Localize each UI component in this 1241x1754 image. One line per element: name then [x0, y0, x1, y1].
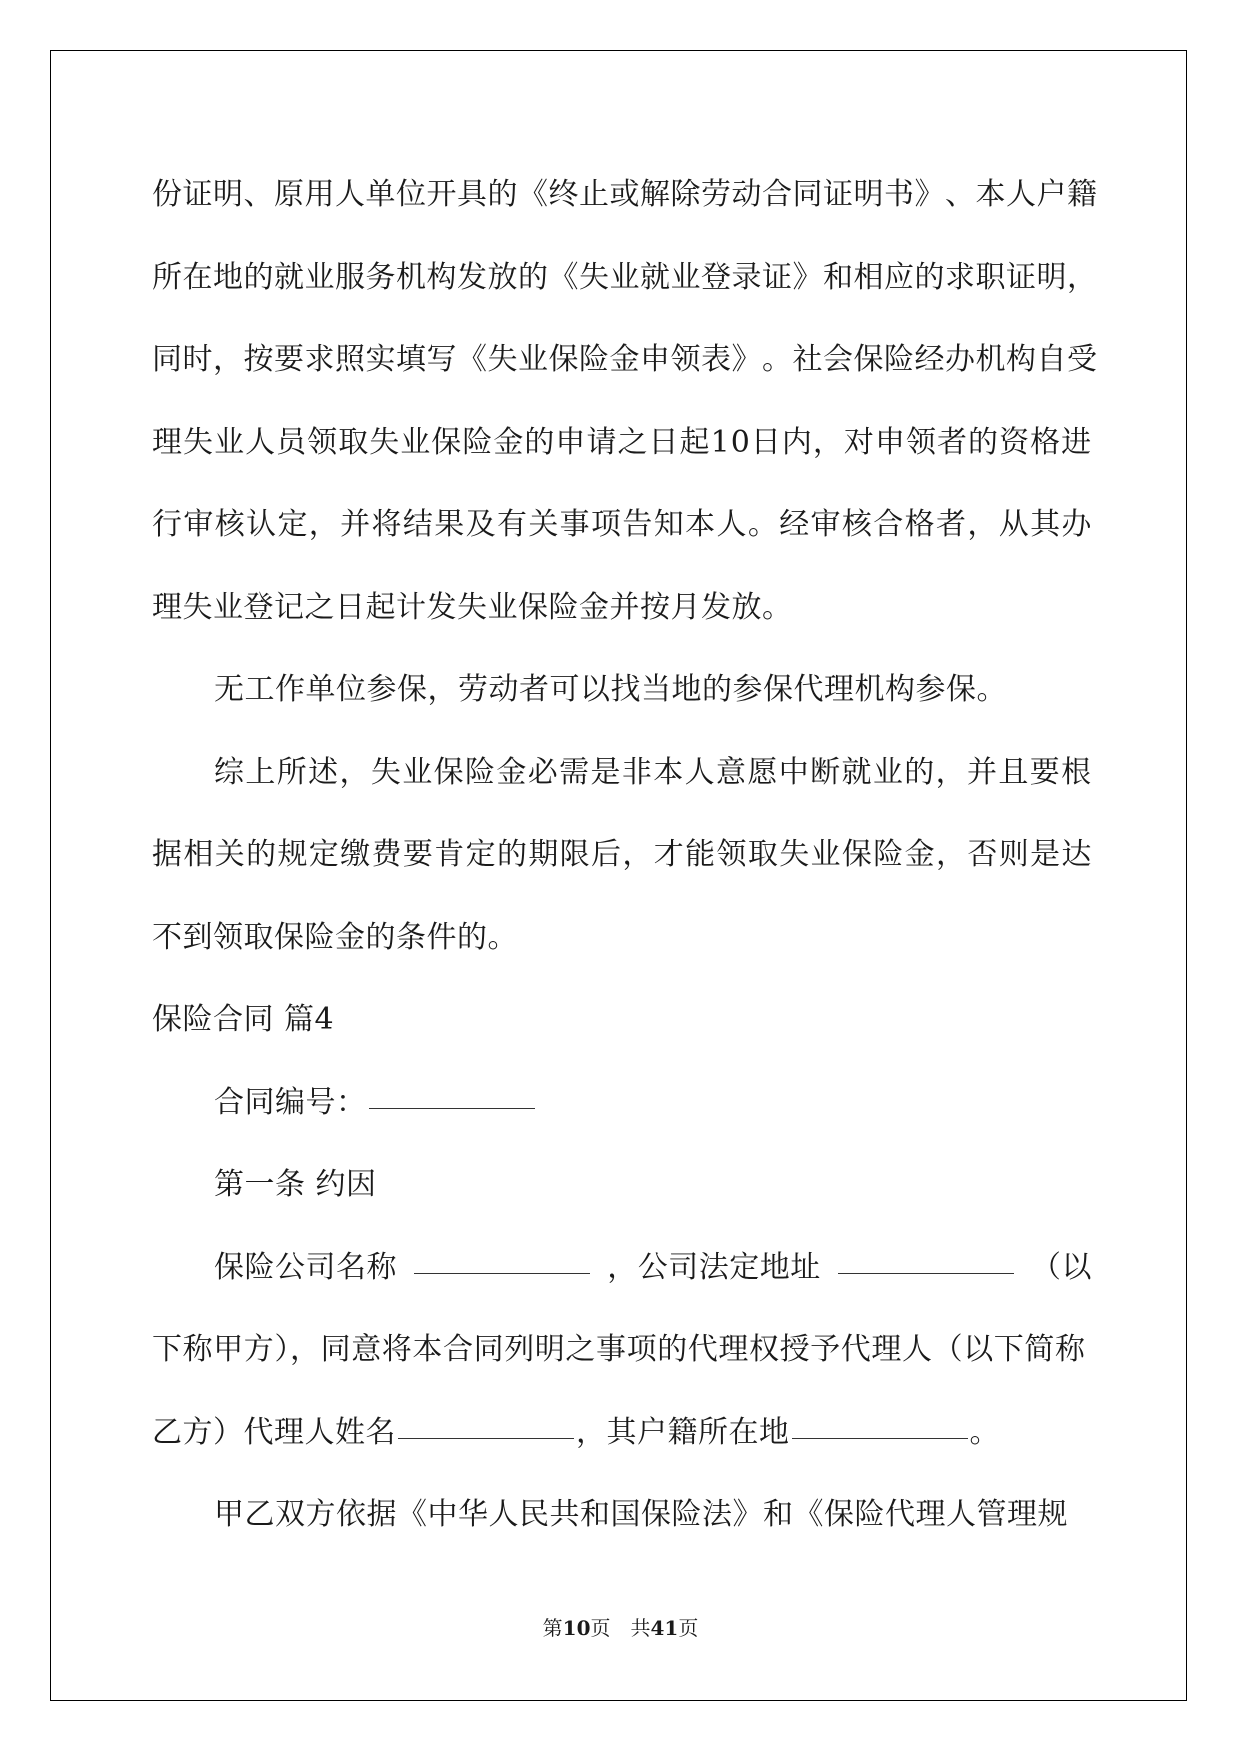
contract-number-label: 合同编号：	[214, 1084, 367, 1120]
text-line: 所 在 地 的 就 业 服 务 机 构 发 放 的 《 失 业 就 业 登 录 证 》 和 相 应 的 求 职 证 明 ，	[152, 259, 1098, 295]
total-page-number: 41	[650, 1616, 679, 1640]
contract-number-blank	[369, 1072, 535, 1109]
agent-line: 乙方）代理人姓名 ，其户籍所在地 。	[152, 1402, 1092, 1485]
agent-name-blank	[398, 1402, 574, 1439]
current-page-number: 10	[562, 1616, 591, 1640]
paragraph-line: 甲乙双方依据《中华人民共和国保险法》和《保险代理人管理规	[214, 1497, 1068, 1532]
contract-number-line	[152, 1072, 1092, 1155]
text-line: 综 上 所 述 ， 失 业 保 险 金 必 需 是 非 本 人 意 愿 中 断 就 业 的 ， 并 且 要 根	[214, 754, 1092, 790]
party-a-line: 下称甲方），同意将本合同列明之事项的代理权授予代理人（以下简称	[152, 1332, 1086, 1367]
insurer-line: 保险公司名称 ，公司法定地址 （以	[152, 1237, 1092, 1320]
text-line: 行 审 核 认 定 ， 并 将 结 果 及 有 关 事 项 告 知 本 人 。 经 审 核 合 格 者 ， 从 其 办	[152, 507, 1092, 542]
text-line: 同 时 ， 按 要 求 照 实 填 写 《 失 业 保 险 金 申 领 表 》 。 社 会 保 险 经 办 机 构 自 受	[152, 342, 1098, 377]
text-line: 无工作单位参保，劳动者可以找当地的参保代理机构参保。	[214, 672, 1007, 707]
insurer-name-blank	[414, 1237, 590, 1274]
text-line: 不到领取保险金的条件的。	[152, 919, 518, 955]
text-line: 份 证 明 、 原 用 人 单 位 开 具 的 《 终 止 或 解 除 劳 动 合 同 证 明 书 》 、 本 人 户 籍	[152, 177, 1098, 212]
insurer-address-blank	[838, 1237, 1014, 1274]
article-heading: 第一条 约因	[214, 1167, 377, 1202]
agent-residence-blank	[792, 1402, 968, 1439]
text-line: 理 失 业 人 员 领 取 失 业 保 险 金 的 申 请 之 日 起 1 0 日 内 ， 对 申 领 者 的 资 格 进	[152, 424, 1092, 460]
text-line: 理失业登记之日起计发失业保险金并按月发放。	[152, 589, 793, 625]
text-line: 据 相 关 的 规 定 缴 费 要 肯 定 的 期 限 后 ， 才 能 领 取 失 业 保 险 金 ， 否 则 是 达	[152, 837, 1092, 872]
page-footer: 第10页 共41页	[542, 1616, 699, 1640]
document-body	[152, 164, 1098, 1567]
text-line: 保险合同 篇4	[152, 1002, 335, 1037]
